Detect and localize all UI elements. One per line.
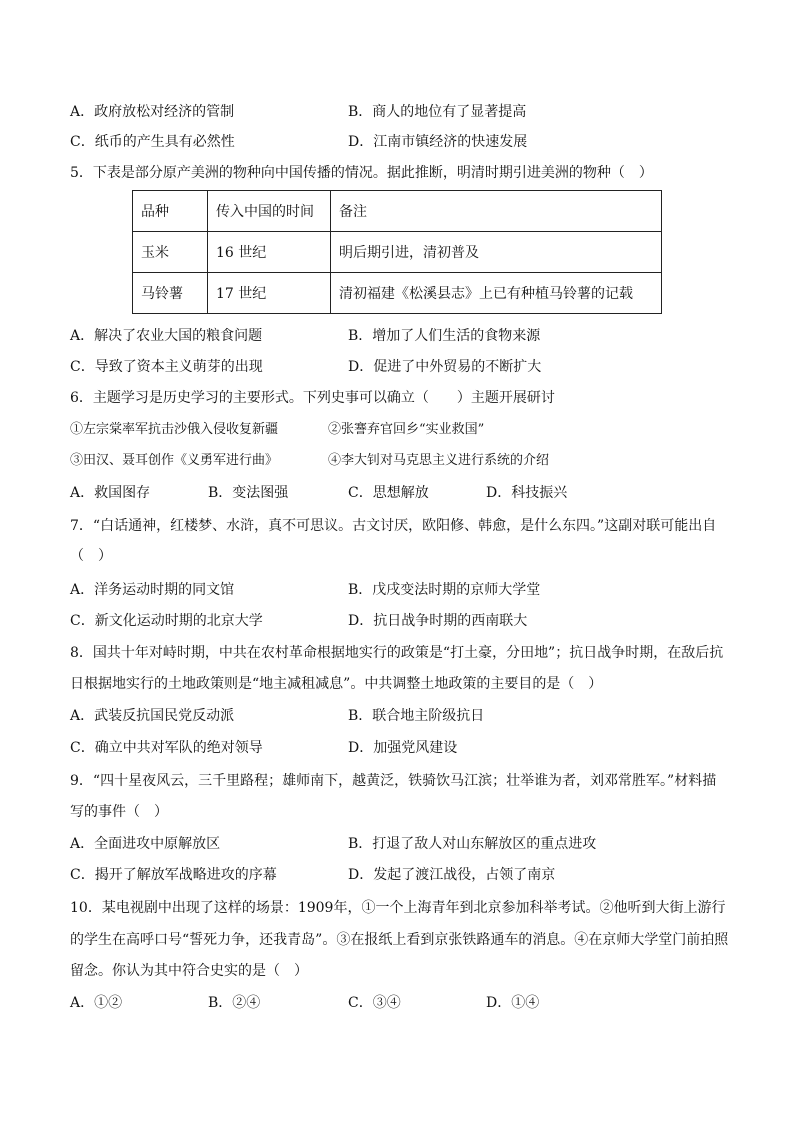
q6-item-4: ④李大钊对马克思主义进行系统的介绍	[328, 453, 550, 468]
q6-option-c[interactable]: C．思想解放	[348, 485, 429, 501]
q9-option-c[interactable]: C．揭开了解放军战略进攻的序幕	[70, 867, 277, 883]
q6-stem: 6．主题学习是历史学习的主要形式。下列史事可以确立（ ）主题开展研讨	[70, 390, 555, 406]
table-row	[133, 273, 662, 314]
q6-option-d[interactable]: D．科技振兴	[486, 485, 568, 501]
q9-option-d[interactable]: D．发起了渡江战役，占领了南京	[348, 867, 556, 883]
q5-species-table	[132, 190, 662, 314]
table-cell: 明后期引进，清初普及	[331, 232, 662, 273]
q10-stem-line-2: 的学生在高呼口号“誓死力争，还我青岛”。③在报纸上看到京张铁路通车的消息。④在京师大学堂门前拍照	[70, 932, 729, 948]
table-header-cell: 品种	[133, 191, 208, 232]
table-row	[133, 232, 662, 273]
table-cell: 马铃薯	[133, 273, 208, 314]
q4-option-d[interactable]: D．江南市镇经济的快速发展	[348, 134, 528, 150]
q5-option-a[interactable]: A．解决了农业大国的粮食问题	[70, 328, 263, 344]
q9-option-a[interactable]: A．全面进攻中原解放区	[70, 836, 221, 852]
q6-item-1: ①左宗棠率军抗击沙俄入侵收复新疆	[70, 422, 279, 437]
table-header-cell: 备注	[331, 191, 662, 232]
q6-option-a[interactable]: A．救国图存	[70, 485, 151, 501]
q7-option-c[interactable]: C．新文化运动时期的北京大学	[70, 613, 263, 629]
table-cell: 清初福建《松溪县志》上已有种植马铃薯的记载	[331, 273, 662, 314]
q8-option-a[interactable]: A．武装反抗国民党反动派	[70, 708, 235, 724]
q5-stem: 5．下表是部分原产美洲的物种向中国传播的情况。据此推断，明清时期引进美洲的物种（ ）	[70, 165, 653, 181]
table-header-cell: 传入中国的时间	[208, 191, 331, 232]
q7-option-b[interactable]: B．戊戌变法时期的京师大学堂	[348, 582, 541, 598]
q6-item-3: ③田汉、聂耳创作《义勇军进行曲》	[70, 453, 279, 468]
q4-option-b[interactable]: B．商人的地位有了显著提高	[348, 104, 527, 120]
q4-option-a[interactable]: A．政府放松对经济的管制	[70, 104, 235, 120]
table-cell: 17 世纪	[208, 273, 331, 314]
q10-stem-line-3: 留念。你认为其中符合史实的是（ ）	[70, 963, 308, 979]
table-header-row	[133, 191, 662, 232]
q4-option-c[interactable]: C．纸币的产生具有必然性	[70, 134, 235, 150]
table-cell: 16 世纪	[208, 232, 331, 273]
q10-option-d[interactable]: D．①④	[486, 995, 540, 1011]
q9-stem-line-1: 9．“四十星夜风云，三千里路程；雄师南下，越黄泛，铁骑饮马江滨；壮举谁为者，刘邓常胜军。”材料描	[70, 773, 717, 789]
q6-option-b[interactable]: B．变法图强	[208, 485, 289, 501]
q8-option-b[interactable]: B．联合地主阶级抗日	[348, 708, 485, 724]
q10-option-b[interactable]: B．②④	[208, 995, 261, 1011]
q10-option-c[interactable]: C．③④	[348, 995, 401, 1011]
q9-stem-line-2: 写的事件（ ）	[70, 804, 168, 820]
q6-item-2: ②张謇弃官回乡“实业救国”	[328, 422, 485, 437]
q7-option-d[interactable]: D．抗日战争时期的西南联大	[348, 613, 528, 629]
q8-stem-line-2: 日根据地实行的土地政策则是“地主减租减息”。中共调整土地政策的主要目的是（ ）	[70, 676, 603, 692]
q5-option-b[interactable]: B．增加了人们生活的食物来源	[348, 328, 541, 344]
q5-option-c[interactable]: C．导致了资本主义萌芽的出现	[70, 359, 263, 375]
table-cell: 玉米	[133, 232, 208, 273]
q8-option-d[interactable]: D．加强党风建设	[348, 740, 458, 756]
q5-option-d[interactable]: D．促进了中外贸易的不断扩大	[348, 359, 542, 375]
q10-option-a[interactable]: A．①②	[70, 995, 123, 1011]
q8-option-c[interactable]: C．确立中共对军队的绝对领导	[70, 740, 263, 756]
q9-option-b[interactable]: B．打退了敌人对山东解放区的重点进攻	[348, 836, 597, 852]
q7-stem-line-2: （ ）	[70, 548, 112, 564]
q7-stem-line-1: 7．“白话通神，红楼梦、水浒，真不可思议。古文讨厌，欧阳修、韩愈，是什么东四。”这副对联可能出自	[70, 518, 717, 534]
q8-stem-line-1: 8．国共十年对峙时期，中共在农村革命根据地实行的政策是“打土豪，分田地”；抗日战争时期，在敌后抗	[70, 645, 724, 661]
q7-option-a[interactable]: A．洋务运动时期的同文馆	[70, 582, 235, 598]
q10-stem-line-1: 10．某电视剧中出现了这样的场景：1909年，①一个上海青年到北京参加科举考试。②他听到大街上游行	[70, 900, 726, 916]
